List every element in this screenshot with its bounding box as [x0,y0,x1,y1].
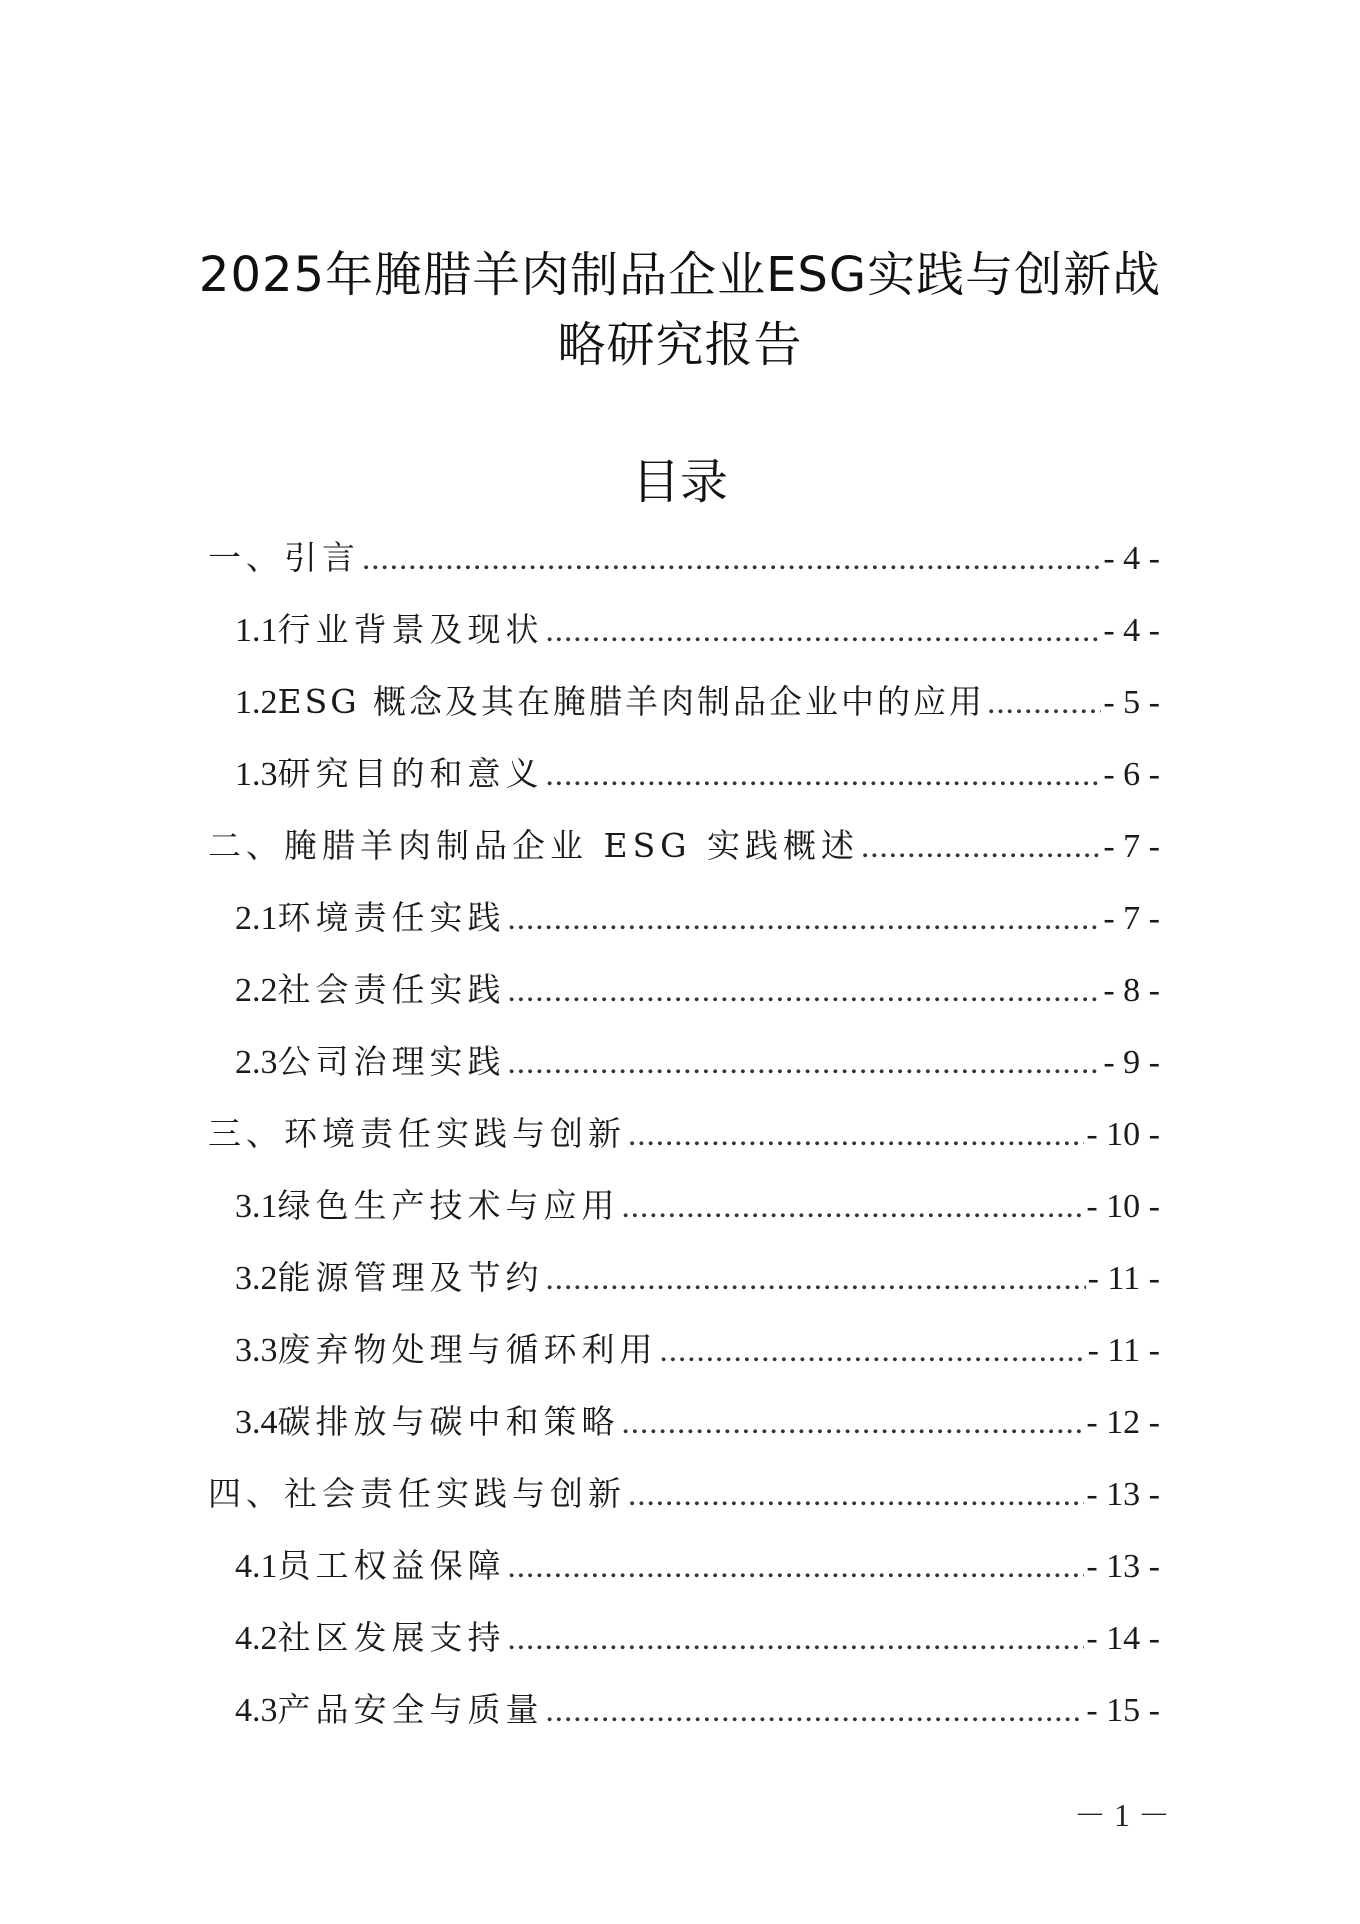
toc-heading: 目录 [631,454,728,510]
toc-entry-number: 2.3 [235,1044,278,1081]
toc-entry-label: 一、引言 [208,538,360,577]
toc-entry-page: - 4 - [1103,540,1160,577]
toc-entry-number: 3.3 [235,1332,278,1369]
toc-entry[interactable] [208,1530,1160,1602]
toc-entry-number: 4.1 [235,1548,278,1585]
toc-entry-label: 社会责任实践 [277,970,506,1009]
toc-entry[interactable] [208,810,1160,882]
toc-entry-number: 2.2 [235,972,278,1009]
toc-entry-number: 3.4 [235,1404,278,1441]
toc-entry-page: - 11 - [1087,1260,1160,1297]
toc-entry-label: 公司治理实践 [277,1042,506,1081]
toc-entry-page: - 13 - [1086,1548,1160,1585]
toc-entry[interactable] [208,522,1160,594]
toc-entry-page: - 5 - [1103,684,1160,721]
toc-entry[interactable] [208,666,1160,738]
toc-entry-label: 产品安全与质量 [277,1690,544,1729]
toc-entry[interactable] [208,1026,1160,1098]
toc-entry-page: - 6 - [1103,756,1160,793]
toc-entry-label: ESG 概念及其在腌腊羊肉制品企业中的应用 [277,682,986,721]
toc-entry[interactable] [208,1674,1160,1746]
toc-dot-leader [987,667,1101,739]
toc-entry-number: 3.1 [235,1188,278,1225]
toc-entry-page: - 15 - [1086,1692,1160,1729]
toc-entry-page: - 10 - [1086,1116,1160,1153]
toc-entry-page: - 12 - [1086,1404,1160,1441]
toc-dot-leader [362,523,1101,595]
toc-entry-label: 四、社会责任实践与创新 [208,1474,626,1513]
toc-entry-page: - 11 - [1087,1332,1160,1369]
toc-entry-label: 二、腌腊羊肉制品企业 ESG 实践概述 [208,826,860,865]
toc-entry-number: 1.1 [235,612,278,649]
toc-dot-leader [628,1459,1084,1531]
toc-dot-leader [660,1315,1086,1387]
toc-entry[interactable] [208,1170,1160,1242]
toc-entry-page: - 8 - [1103,972,1160,1009]
toc-dot-leader [546,1675,1085,1747]
toc-entry-number: 4.2 [235,1620,278,1657]
toc-entry[interactable] [208,1458,1160,1530]
toc-entry[interactable] [208,1602,1160,1674]
toc-entry-number: 2.1 [235,900,278,937]
toc-entry-page: - 13 - [1086,1476,1160,1513]
toc-entry[interactable] [208,1242,1160,1314]
toc-entry-label: 社区发展支持 [277,1618,506,1657]
toc-dot-leader [546,739,1102,811]
toc-entry-label: 碳排放与碳中和策略 [277,1402,620,1441]
toc-dot-leader [628,1099,1084,1171]
toc-dot-leader [622,1171,1085,1243]
toc-entry[interactable] [208,954,1160,1026]
toc-entry[interactable] [208,1098,1160,1170]
toc-entry-label: 研究目的和意义 [277,754,544,793]
toc-entry-label: 行业背景及现状 [277,610,544,649]
toc-entry-page: - 9 - [1103,1044,1160,1081]
toc-entry-number: 1.3 [235,756,278,793]
toc-entry-label: 三、环境责任实践与创新 [208,1114,626,1153]
toc-entry-page: - 4 - [1103,612,1160,649]
toc-dot-leader [508,1027,1102,1099]
toc-dot-leader [546,595,1102,667]
toc-entry[interactable] [208,738,1160,810]
toc-entry-label: 员工权益保障 [277,1546,506,1585]
toc-entry[interactable] [208,1314,1160,1386]
toc-entry-label: 能源管理及节约 [277,1258,544,1297]
toc-entry-page: - 10 - [1086,1188,1160,1225]
toc-dot-leader [546,1243,1086,1315]
toc-entry[interactable] [208,882,1160,954]
toc-entry-page: - 7 - [1103,828,1160,865]
table-of-contents [208,522,1160,1746]
toc-entry[interactable] [208,594,1160,666]
toc-entry-number: 1.2 [235,684,278,721]
toc-entry-label: 废弃物处理与循环利用 [277,1330,658,1369]
toc-entry[interactable] [208,1386,1160,1458]
report-title-line-1: 2025年腌腊羊肉制品企业ESG实践与创新战 [198,247,1162,303]
toc-dot-leader [508,883,1102,955]
toc-dot-leader [508,1531,1085,1603]
page-number: － 1 － [1073,1797,1170,1833]
toc-entry-page: - 14 - [1086,1620,1160,1657]
toc-entry-label: 绿色生产技术与应用 [277,1186,620,1225]
toc-entry-label: 环境责任实践 [277,898,506,937]
toc-dot-leader [508,955,1102,1027]
toc-entry-number: 3.2 [235,1260,278,1297]
toc-entry-page: - 7 - [1103,900,1160,937]
toc-dot-leader [622,1387,1085,1459]
toc-dot-leader [861,811,1101,883]
toc-dot-leader [508,1603,1085,1675]
toc-entry-number: 4.3 [235,1692,278,1729]
report-title-line-2: 略研究报告 [557,317,803,373]
